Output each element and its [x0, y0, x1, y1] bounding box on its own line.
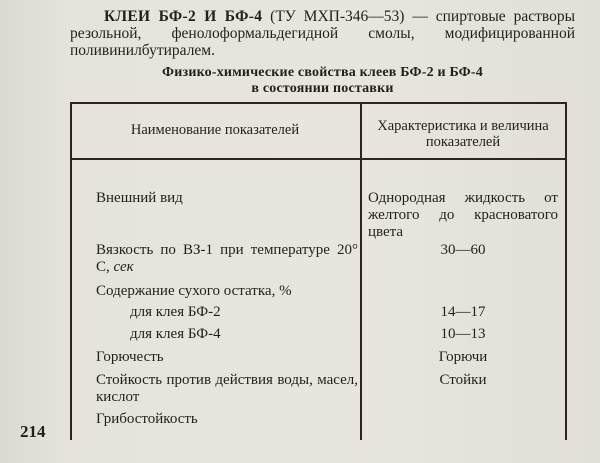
page-number: 214: [20, 422, 46, 441]
row-value-flammability: Горючи: [438, 349, 488, 365]
intro-lead: КЛЕИ БФ-2 И БФ-4: [104, 8, 263, 25]
header-indicator-name: Наименование показателей: [130, 122, 300, 138]
row-value-appearance: Однородная жидкость от желтого до красноватого цвета: [368, 190, 558, 240]
row-value-bf4: 10—13: [440, 326, 486, 342]
table-column-divider: [360, 102, 362, 440]
viscosity-unit: сек: [113, 259, 134, 275]
header-characteristic-value: Характеристика и величина показателей: [377, 118, 549, 150]
table-right-rule: [565, 102, 567, 440]
viscosity-label: Вязкость по ВЗ-1 при температуре 20° С,: [96, 242, 358, 275]
row-name-dry-residue: Содержание сухого остатка, %: [96, 283, 292, 299]
table-left-rule: [70, 102, 72, 440]
row-name-bf4: для клея БФ-4: [130, 326, 221, 342]
intro-paragraph: [70, 8, 575, 59]
row-value-viscosity: 30—60: [440, 242, 486, 258]
row-name-resistance: Стойкость против действия воды, масел, кислот: [96, 372, 358, 405]
table-top-rule: [70, 102, 566, 104]
row-name-bf2: для клея БФ-2: [130, 304, 221, 320]
row-value-resistance: Стойки: [439, 372, 487, 388]
table-caption: [70, 65, 575, 97]
table-caption-line-1: Физико-химические свойства клеев БФ-2 и БФ-4: [162, 65, 483, 80]
table-caption-line-2: в состоянии поставки: [251, 81, 394, 96]
row-value-bf2: 14—17: [440, 304, 486, 320]
table-header-rule: [70, 158, 566, 160]
row-name-appearance: Внешний вид: [96, 190, 183, 206]
row-name-fungus-resistance: Грибостойкость: [96, 411, 198, 427]
intro-text: (ТУ МХП-346—53) — спиртовые растворы резольной, фенолоформальдегидной смолы, модифицированной поливинилбутиралем.: [70, 8, 576, 59]
row-name-viscosity: [96, 242, 358, 276]
row-name-flammability: Горючесть: [96, 349, 164, 365]
